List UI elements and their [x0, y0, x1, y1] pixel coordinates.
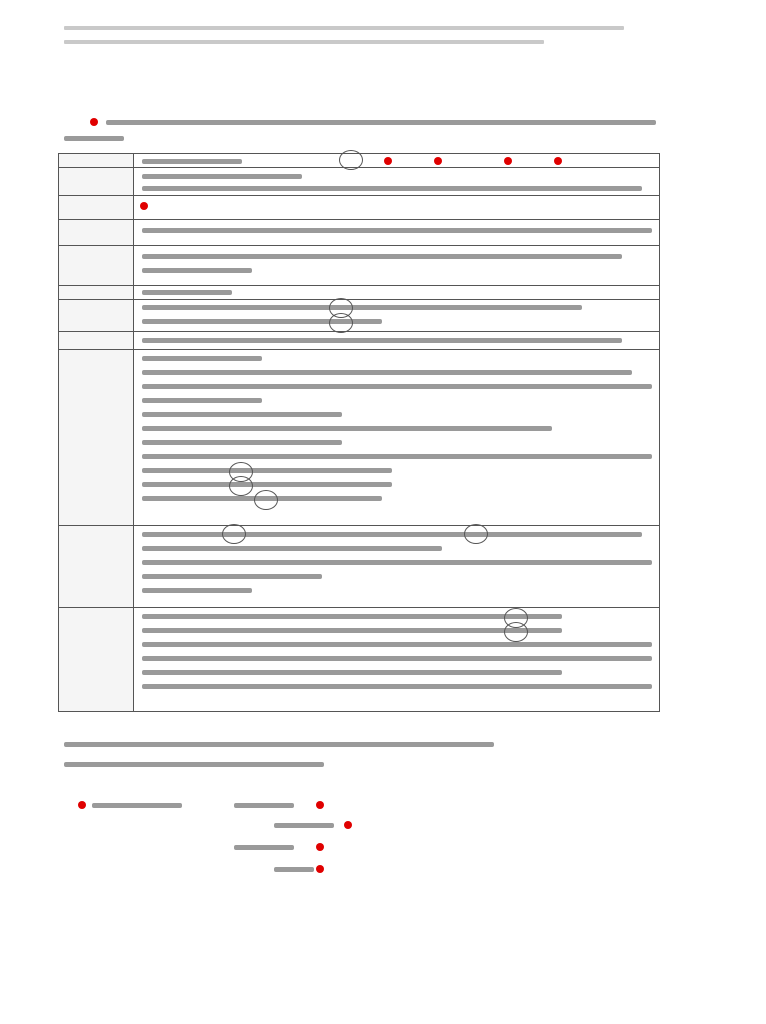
text-line	[64, 136, 124, 141]
table-row	[59, 154, 660, 168]
footer-notes	[64, 738, 564, 778]
row-content	[134, 220, 660, 246]
red-marker	[316, 843, 324, 851]
signature-block	[64, 795, 624, 885]
contract-table	[58, 153, 660, 712]
circle-mark	[504, 622, 528, 642]
row-content	[134, 286, 660, 300]
row-content	[134, 526, 660, 608]
row-label	[59, 168, 134, 196]
table-row	[59, 350, 660, 526]
table-row	[59, 220, 660, 246]
row-content	[134, 246, 660, 286]
red-marker	[78, 801, 86, 809]
text-line	[274, 867, 314, 872]
fine-print-line	[64, 40, 544, 44]
row-label	[59, 300, 134, 332]
seal-2	[596, 865, 606, 875]
circle-mark	[229, 476, 253, 496]
fine-print-line	[64, 26, 624, 30]
row-content	[134, 332, 660, 350]
row-content	[134, 608, 660, 712]
circle-mark	[464, 524, 488, 544]
row-content	[134, 168, 660, 196]
red-marker	[316, 801, 324, 809]
red-marker	[344, 821, 352, 829]
date-line	[92, 803, 182, 808]
intro-paragraph	[64, 114, 660, 150]
party-a-line	[234, 803, 294, 808]
table-row	[59, 526, 660, 608]
red-marker	[316, 865, 324, 873]
row-content	[134, 154, 660, 168]
row-label	[59, 154, 134, 168]
table-row	[59, 608, 660, 712]
table-row	[59, 168, 660, 196]
party-b-line	[234, 845, 294, 850]
table-row	[59, 332, 660, 350]
row-content	[134, 300, 660, 332]
table-row	[59, 286, 660, 300]
document-title	[230, 78, 530, 100]
row-label	[59, 246, 134, 286]
row-content	[134, 196, 660, 220]
row-label	[59, 608, 134, 712]
seal-1	[596, 819, 606, 829]
text-line	[106, 120, 656, 125]
row-label	[59, 220, 134, 246]
text-line	[274, 823, 334, 828]
table-row	[59, 300, 660, 332]
red-marker	[90, 118, 98, 126]
table-row	[59, 196, 660, 220]
row-label	[59, 286, 134, 300]
row-label	[59, 350, 134, 526]
row-label	[59, 332, 134, 350]
circle-mark	[329, 313, 353, 333]
row-label	[59, 526, 134, 608]
table-row	[59, 246, 660, 286]
row-content	[134, 350, 660, 526]
circle-mark	[254, 490, 278, 510]
row-label	[59, 196, 134, 220]
circle-mark	[222, 524, 246, 544]
